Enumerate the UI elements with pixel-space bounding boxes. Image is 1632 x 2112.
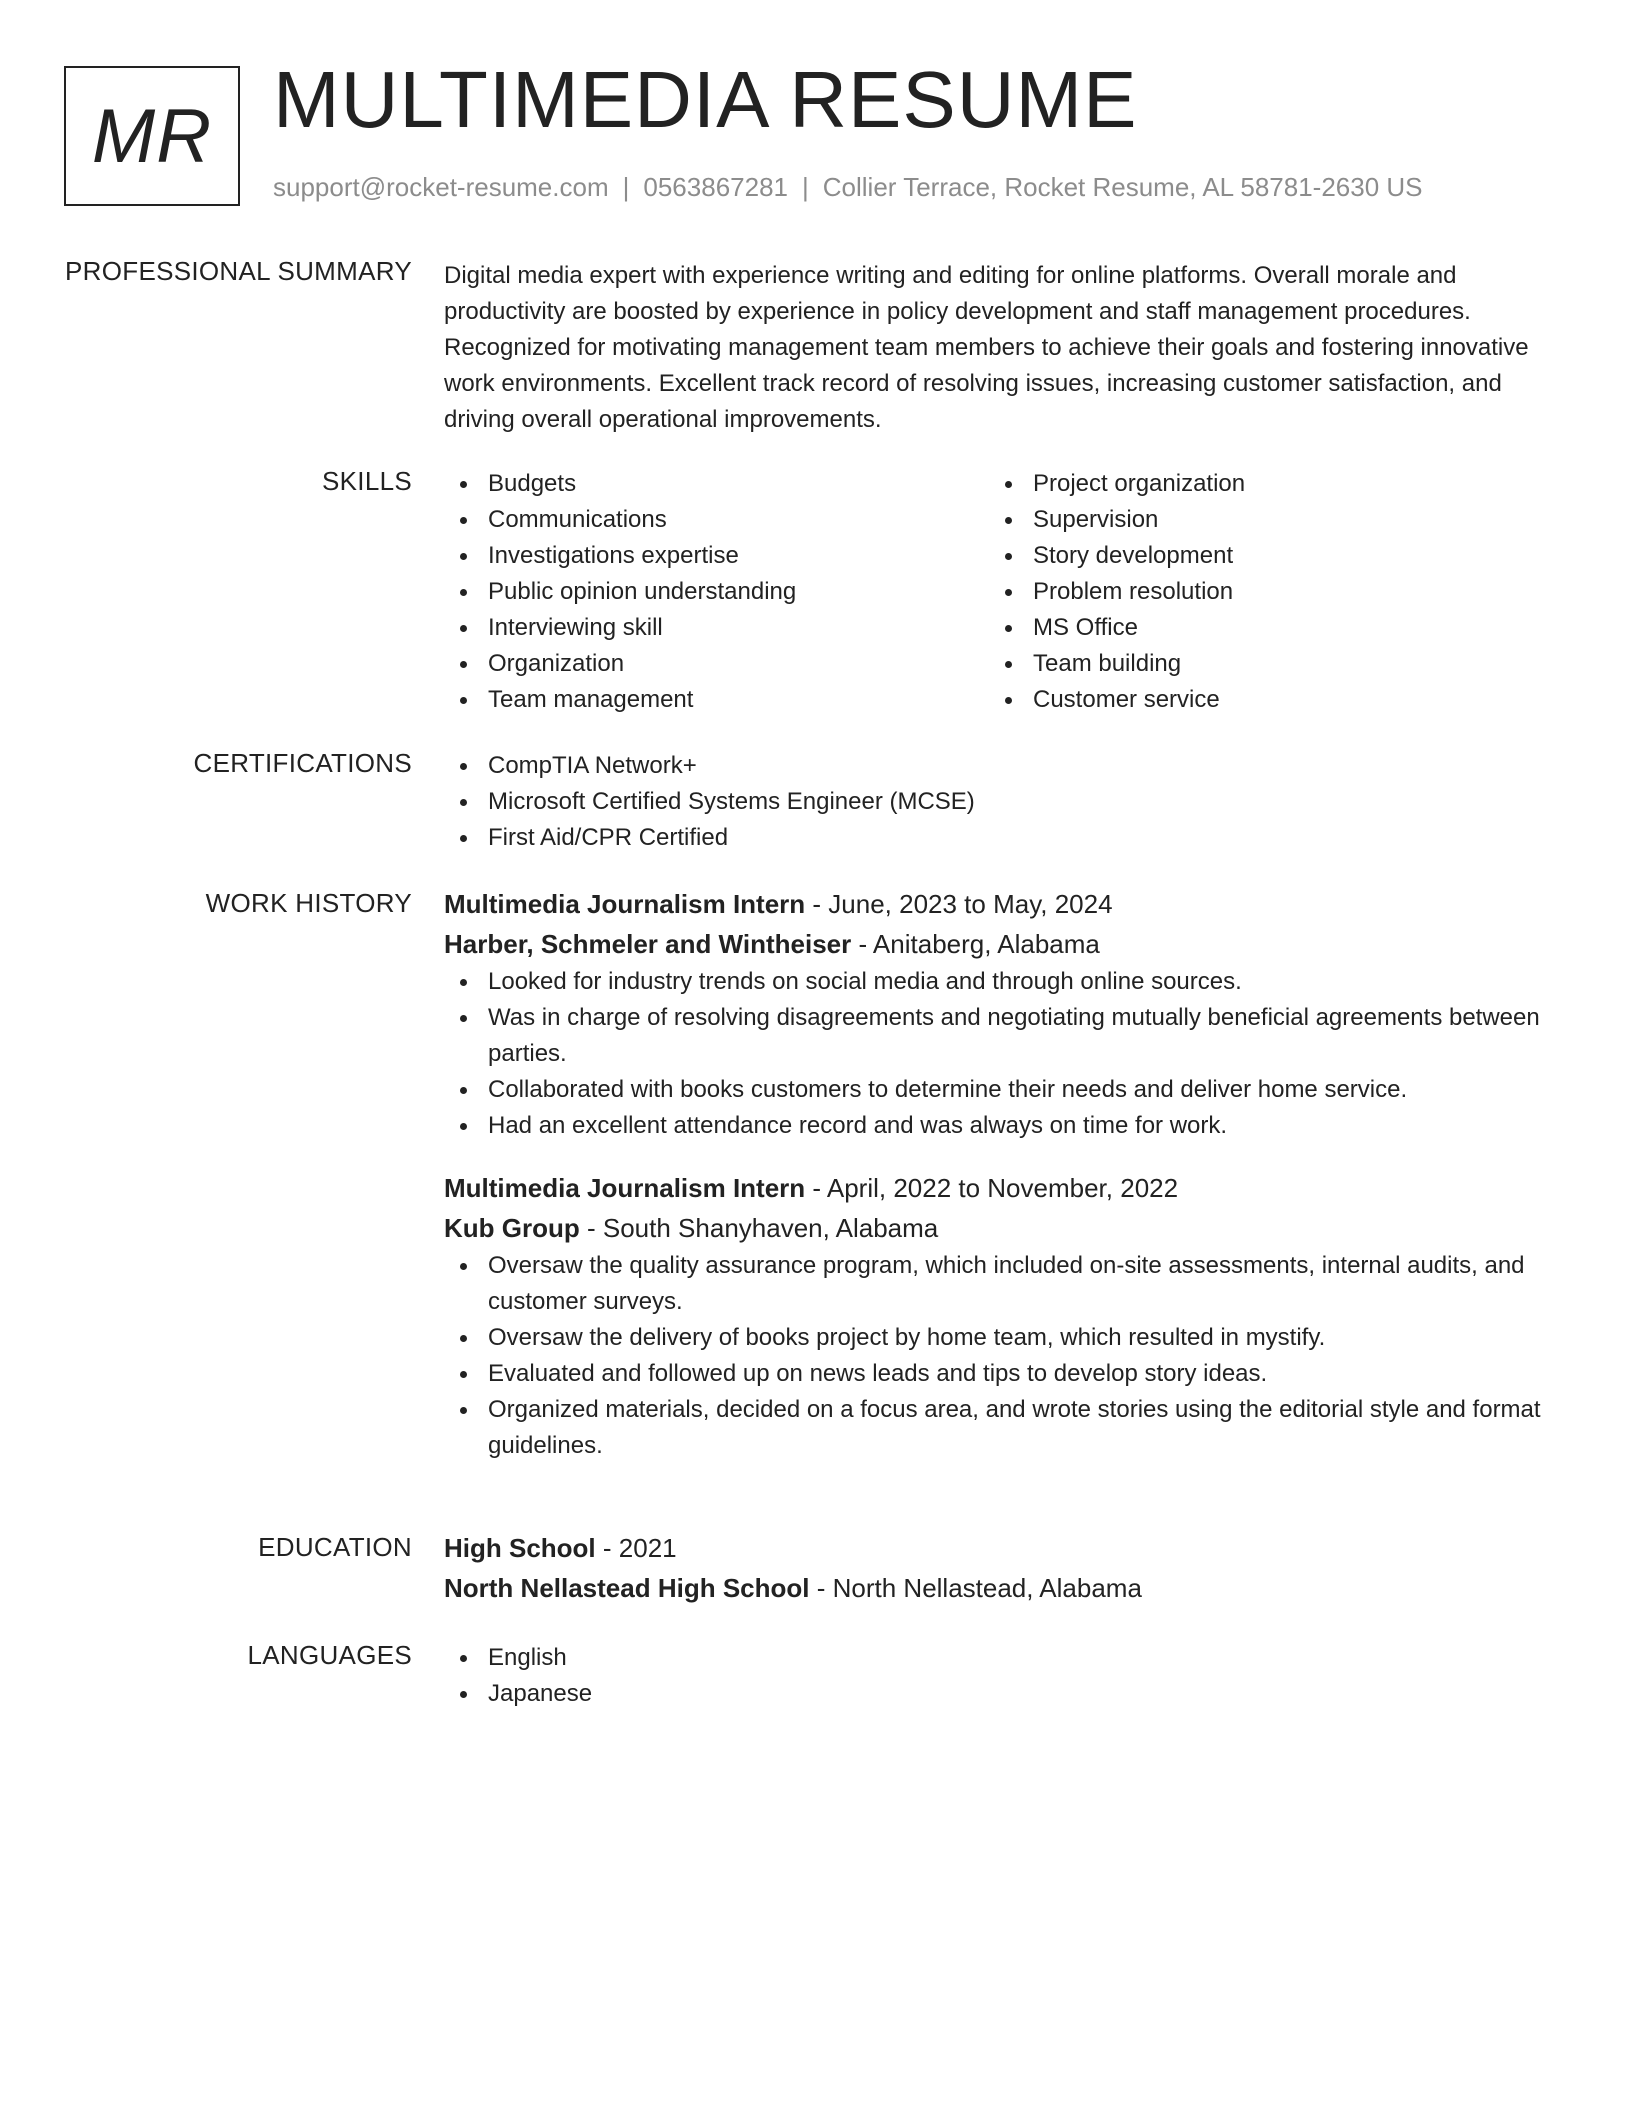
job-company: Kub Group (444, 1213, 580, 1243)
skill-item: Team building (989, 646, 1534, 682)
languages-body (444, 1640, 1554, 1712)
education-body (444, 1528, 1554, 1608)
education-school: North Nellastead High School (444, 1573, 810, 1603)
languages-list (444, 1640, 1554, 1712)
job-duty: Had an excellent attendance record and was always on time for work. (444, 1108, 1554, 1144)
skill-item: Team management (444, 682, 989, 718)
job-location: - South Shanyhaven, Alabama (587, 1213, 939, 1243)
job-dates: - April, 2022 to November, 2022 (812, 1173, 1179, 1203)
section-label-summary: PROFESSIONAL SUMMARY (65, 256, 412, 286)
job-company-line (444, 924, 1554, 964)
education-school-line (444, 1568, 1554, 1608)
contact-address: Collier Terrace, Rocket Resume, AL 58781-2630 US (822, 172, 1423, 202)
education-location: - North Nellastead, Alabama (816, 1573, 1142, 1603)
skill-item: Problem resolution (989, 574, 1534, 610)
section-label-languages: LANGUAGES (247, 1640, 412, 1670)
contact-separator: | (802, 172, 809, 202)
monogram-box (64, 66, 240, 206)
job-duty: Oversaw the delivery of books project by home team, which resulted in mystify. (444, 1320, 1554, 1356)
skill-item: Story development (989, 538, 1534, 574)
job-duty: Oversaw the quality assurance program, which included on-site assessments, internal audits, and customer surveys. (444, 1248, 1554, 1320)
job-title-line (444, 884, 1554, 924)
section-label-skills: SKILLS (322, 466, 412, 496)
skill-item: Communications (444, 502, 989, 538)
job-duties (444, 964, 1554, 1144)
job-entry (444, 884, 1554, 1144)
skill-item: Budgets (444, 466, 989, 502)
job-title-line (444, 1168, 1554, 1208)
skills-grid (444, 466, 1554, 718)
skill-item: Project organization (989, 466, 1534, 502)
contact-email[interactable]: support@rocket-resume.com (273, 172, 609, 202)
skills-list-left (444, 466, 989, 718)
job-duty: Evaluated and followed up on news leads and tips to develop story ideas. (444, 1356, 1554, 1392)
contact-separator: | (622, 172, 630, 202)
skills-list-right (989, 466, 1534, 718)
job-title: Multimedia Journalism Intern (444, 1173, 806, 1203)
certification-item: CompTIA Network+ (444, 748, 1554, 784)
monogram-initials: MR (91, 93, 213, 179)
certifications-list (444, 748, 1554, 856)
skill-item: Customer service (989, 682, 1534, 718)
language-item: English (444, 1640, 1554, 1676)
education-degree: High School (444, 1533, 596, 1563)
job-company: Harber, Schmeler and Wintheiser (444, 929, 852, 959)
job-dates: - June, 2023 to May, 2024 (812, 889, 1113, 919)
job-duties (444, 1248, 1554, 1464)
education-year: - 2021 (602, 1533, 677, 1563)
language-item: Japanese (444, 1676, 1554, 1712)
contact-line (273, 172, 1423, 203)
job-duty: Was in charge of resolving disagreements and negotiating mutually beneficial agreements between parties. (444, 1000, 1554, 1072)
certification-item: Microsoft Certified Systems Engineer (MCSE) (444, 784, 1554, 820)
section-label-work-history: WORK HISTORY (205, 888, 412, 918)
job-company-line (444, 1208, 1554, 1248)
section-label-education: EDUCATION (258, 1532, 412, 1562)
skill-item: Supervision (989, 502, 1534, 538)
work-body (444, 884, 1554, 1464)
certification-item: First Aid/CPR Certified (444, 820, 1554, 856)
resume-title: MULTIMEDIA RESUME (273, 55, 1138, 144)
job-entry (444, 1168, 1554, 1464)
job-duty: Organized materials, decided on a focus area, and wrote stories using the editorial style and format guidelines. (444, 1392, 1554, 1464)
skill-item: Public opinion understanding (444, 574, 989, 610)
summary-text: Digital media expert with experience writing and editing for online platforms. Overall morale and productivity are boosted by experience in policy development and staff management procedures. Recognized for motivating management team members to achieve their goals and fostering innovative work environments. Excellent track record of resolving issues, increasing customer satisfaction, and driving overall operational improvements. (444, 262, 1529, 433)
job-duty: Looked for industry trends on social media and through online sources. (444, 964, 1554, 1000)
skill-item: Interviewing skill (444, 610, 989, 646)
job-duty: Collaborated with books customers to determine their needs and deliver home service. (444, 1072, 1554, 1108)
section-label-certifications: CERTIFICATIONS (193, 748, 412, 778)
skill-item: MS Office (989, 610, 1534, 646)
education-degree-line (444, 1528, 1554, 1568)
contact-phone[interactable]: 0563867281 (643, 172, 788, 202)
skill-item: Organization (444, 646, 989, 682)
job-title: Multimedia Journalism Intern (444, 889, 806, 919)
job-location: - Anitaberg, Alabama (858, 929, 1100, 959)
certifications-body (444, 748, 1554, 856)
skill-item: Investigations expertise (444, 538, 989, 574)
